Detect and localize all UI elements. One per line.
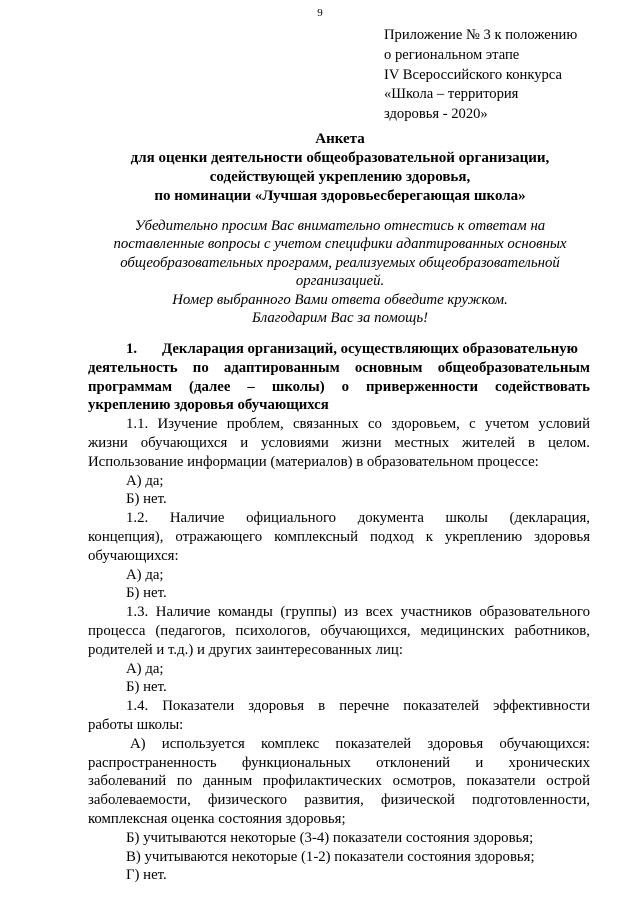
appendix-line: Приложение № 3 к положению — [384, 27, 578, 43]
answer-option[interactable]: Г) нет. — [126, 867, 167, 884]
title-line: Анкета — [315, 131, 365, 147]
question-1-1: 1.1. Изучение проблем, связанных со здоровьем, с учетом условий — [126, 416, 590, 433]
answer-option[interactable]: А) используется комплекс показателей здоровья обучающихся: — [130, 735, 590, 752]
answer-option[interactable]: Б) нет. — [126, 679, 167, 696]
answer-option[interactable]: Б) нет. — [126, 491, 167, 508]
title-line: содействующей укреплению здоровья, — [209, 169, 471, 185]
intro-line: Благодарим Вас за помощь! — [251, 310, 429, 327]
appendix-line: IV Всероссийского конкурса — [384, 66, 562, 83]
section-heading — [88, 340, 590, 359]
question-text: концепция), отражающего комплексный подход к укреплению здоровья — [88, 528, 590, 545]
question-text: работы школы: — [88, 716, 184, 733]
questionnaire-body — [88, 340, 590, 885]
section-heading-line: деятельность по адаптированным основным общеобразовательным — [88, 359, 590, 376]
intro-line: Убедительно просим Вас внимательно отнестись к ответам на — [134, 218, 546, 234]
question-1-3: 1.3. Наличие команды (группы) из всех участников образовательного — [126, 604, 590, 621]
question-text: процесса (педагогов, психологов, обучающихся, медицинских работников, — [88, 622, 590, 639]
intro-line: общеобразовательных программ, реализуемых общеобразовательной — [120, 254, 560, 271]
answer-option[interactable]: А) да; — [126, 660, 164, 677]
question-text: жизни обучающихся и условиями жизни местных жителей в целом. — [88, 434, 590, 451]
question-text: родителей и т.д.) и других заинтересованных лиц: — [88, 641, 403, 658]
intro-line: Номер выбранного Вами ответа обведите кружком. — [172, 291, 508, 308]
appendix-line: «Школа – территория — [384, 86, 519, 103]
answer-option[interactable]: А) да; — [126, 472, 164, 489]
answer-option[interactable]: А) да; — [126, 566, 164, 583]
question-1-2: 1.2. Наличие официального документа школы (декларация, — [126, 510, 590, 527]
question-text: обучающихся: — [88, 547, 179, 564]
page-number: 9 — [317, 7, 323, 19]
title-line: по номинации «Лучшая здоровьесберегающая школа» — [154, 188, 526, 204]
answer-option-text: распространенность функциональных отклонений и хронических — [88, 754, 590, 771]
question-1-4: 1.4. Показатели здоровья в перечне показателей эффективности — [126, 698, 590, 715]
answer-option[interactable]: В) учитываются некоторые (1-2) показатели состояния здоровья; — [126, 848, 535, 865]
appendix-line: здоровья - 2020» — [384, 106, 488, 123]
appendix-note — [384, 26, 624, 125]
answer-option[interactable]: Б) учитываются некоторые (3-4) показатели состояния здоровья; — [126, 829, 534, 846]
intro-instructions — [60, 217, 620, 327]
intro-line: поставленные вопросы с учетом специфики адаптированных основных — [113, 236, 567, 253]
answer-option-text: заболеваемости, физического развития, физической подготовленности, — [88, 792, 590, 809]
section-number: 1. — [126, 341, 138, 357]
document-title — [60, 130, 620, 206]
section-heading-line: укреплению здоровья обучающихся — [88, 397, 329, 414]
title-line: для оценки деятельности общеобразовательной организации, — [130, 150, 550, 166]
intro-line: организацией. — [295, 273, 385, 290]
answer-option[interactable]: Б) нет. — [126, 585, 167, 602]
answer-option-text: заболеваний по данным профилактических осмотров, показатели острой — [88, 773, 590, 790]
answer-option-text: комплексная оценка состояния здоровья; — [88, 810, 346, 827]
appendix-line: о региональном этапе — [384, 46, 520, 63]
question-text: Использование информации (материалов) в образовательном процессе: — [88, 453, 539, 470]
section-heading-line: программам (далее – школы) о приверженности содействовать — [88, 378, 590, 395]
section-heading-line: Декларация организаций, осуществляющих образовательную — [162, 341, 578, 357]
